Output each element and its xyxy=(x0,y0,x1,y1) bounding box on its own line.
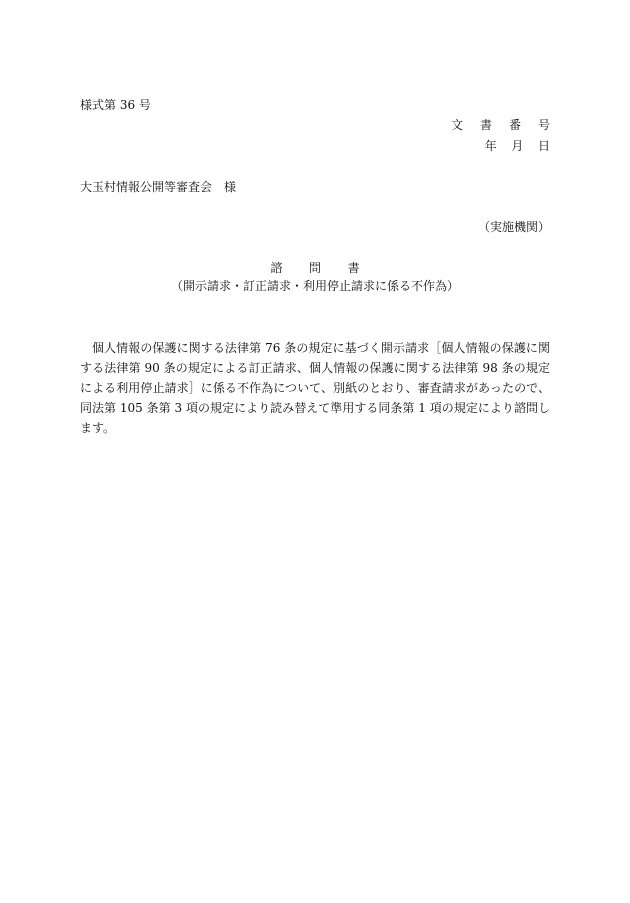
implementing-agency: （実施機関） xyxy=(477,220,550,234)
recipient: 大玉村情報公開等審査会 様 xyxy=(80,180,237,194)
date-label: 年 月 日 xyxy=(484,139,550,153)
document-number-label: 文 書 番 号 xyxy=(450,118,557,132)
document-subtitle: （開示請求・訂正請求・利用停止請求に係る不作為） xyxy=(170,279,459,293)
document-title: 諮 問 書 xyxy=(270,261,360,275)
form-number: 様式第 36 号 xyxy=(80,98,151,112)
body-paragraph: 個人情報の保護に関する法律第 76 条の規定に基づく開示請求［個人情報の保護に関する法律第 90 条の規定による訂正請求、個人情報の保護に関する法律第 98 条の規定による利用停止請求］に係る不作為について、別紙のとおり、審査請求があったので、同法第 105 条第 3 項の規定により読み替えて準用する同条第 1 項の規定により諮問します。 xyxy=(80,341,550,435)
